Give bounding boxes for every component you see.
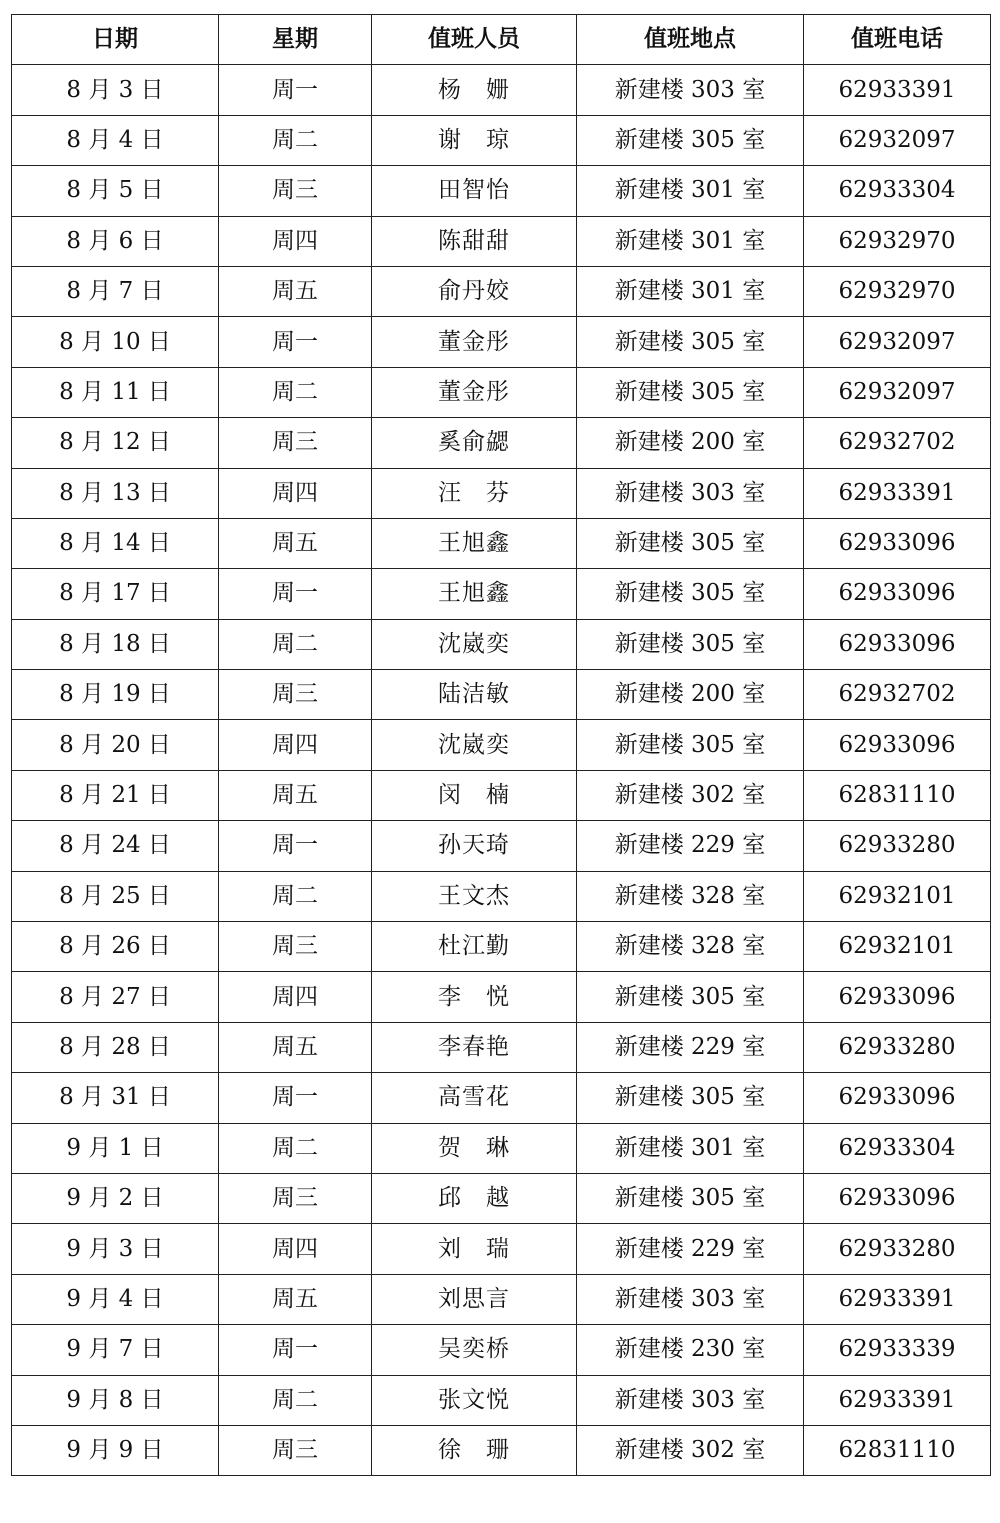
person-cell: 沈崴奕 xyxy=(372,619,577,669)
date-cell: 8 月 10 日 xyxy=(12,317,219,367)
location-cell: 新建楼 229 室 xyxy=(577,821,804,871)
weekday-cell: 周二 xyxy=(219,871,372,921)
date-cell: 8 月 27 日 xyxy=(12,972,219,1022)
weekday-cell: 周四 xyxy=(219,468,372,518)
location-cell: 新建楼 200 室 xyxy=(577,670,804,720)
table-row xyxy=(12,720,991,770)
table-row xyxy=(12,216,991,266)
person-cell: 董金彤 xyxy=(372,367,577,417)
date-cell: 8 月 5 日 xyxy=(12,166,219,216)
table-row xyxy=(12,1274,991,1324)
duty-schedule-table xyxy=(11,14,991,1476)
location-cell: 新建楼 305 室 xyxy=(577,569,804,619)
location-cell: 新建楼 305 室 xyxy=(577,367,804,417)
weekday-cell: 周二 xyxy=(219,1123,372,1173)
table-body xyxy=(12,65,991,1476)
date-cell: 8 月 25 日 xyxy=(12,871,219,921)
person-cell: 杜江勤 xyxy=(372,922,577,972)
person-cell: 奚俞勰 xyxy=(372,418,577,468)
header-date: 日期 xyxy=(12,15,219,65)
weekday-cell: 周四 xyxy=(219,216,372,266)
phone-cell: 62932970 xyxy=(804,266,991,316)
weekday-cell: 周一 xyxy=(219,821,372,871)
phone-cell: 62933391 xyxy=(804,1274,991,1324)
date-cell: 9 月 4 日 xyxy=(12,1274,219,1324)
weekday-cell: 周二 xyxy=(219,115,372,165)
location-cell: 新建楼 301 室 xyxy=(577,1123,804,1173)
location-cell: 新建楼 305 室 xyxy=(577,1073,804,1123)
phone-cell: 62933096 xyxy=(804,720,991,770)
person-cell: 孙天琦 xyxy=(372,821,577,871)
date-cell: 8 月 28 日 xyxy=(12,1022,219,1072)
weekday-cell: 周五 xyxy=(219,1022,372,1072)
weekday-cell: 周五 xyxy=(219,266,372,316)
location-cell: 新建楼 303 室 xyxy=(577,468,804,518)
person-cell: 王旭鑫 xyxy=(372,518,577,568)
location-cell: 新建楼 229 室 xyxy=(577,1022,804,1072)
table-row xyxy=(12,266,991,316)
date-cell: 8 月 13 日 xyxy=(12,468,219,518)
table-row xyxy=(12,1022,991,1072)
person-cell: 张文悦 xyxy=(372,1375,577,1425)
table-row xyxy=(12,418,991,468)
phone-cell: 62933391 xyxy=(804,468,991,518)
location-cell: 新建楼 305 室 xyxy=(577,619,804,669)
phone-cell: 62933391 xyxy=(804,65,991,115)
person-cell: 邱 越 xyxy=(372,1173,577,1223)
location-cell: 新建楼 303 室 xyxy=(577,1375,804,1425)
location-cell: 新建楼 301 室 xyxy=(577,266,804,316)
phone-cell: 62933304 xyxy=(804,166,991,216)
location-cell: 新建楼 301 室 xyxy=(577,216,804,266)
person-cell: 陈甜甜 xyxy=(372,216,577,266)
weekday-cell: 周一 xyxy=(219,1325,372,1375)
date-cell: 8 月 20 日 xyxy=(12,720,219,770)
person-cell: 杨 姗 xyxy=(372,65,577,115)
phone-cell: 62932702 xyxy=(804,418,991,468)
date-cell: 8 月 12 日 xyxy=(12,418,219,468)
location-cell: 新建楼 303 室 xyxy=(577,65,804,115)
person-cell: 高雪花 xyxy=(372,1073,577,1123)
location-cell: 新建楼 303 室 xyxy=(577,1274,804,1324)
phone-cell: 62932101 xyxy=(804,871,991,921)
phone-cell: 62933096 xyxy=(804,972,991,1022)
weekday-cell: 周一 xyxy=(219,1073,372,1123)
table-row xyxy=(12,1425,991,1475)
location-cell: 新建楼 328 室 xyxy=(577,871,804,921)
table-row xyxy=(12,468,991,518)
table-row xyxy=(12,972,991,1022)
date-cell: 8 月 11 日 xyxy=(12,367,219,417)
phone-cell: 62831110 xyxy=(804,1425,991,1475)
date-cell: 9 月 1 日 xyxy=(12,1123,219,1173)
location-cell: 新建楼 302 室 xyxy=(577,1425,804,1475)
phone-cell: 62933339 xyxy=(804,1325,991,1375)
person-cell: 沈崴奕 xyxy=(372,720,577,770)
phone-cell: 62933096 xyxy=(804,1173,991,1223)
phone-cell: 62933096 xyxy=(804,619,991,669)
phone-cell: 62933280 xyxy=(804,1022,991,1072)
location-cell: 新建楼 302 室 xyxy=(577,770,804,820)
date-cell: 8 月 26 日 xyxy=(12,922,219,972)
date-cell: 9 月 7 日 xyxy=(12,1325,219,1375)
weekday-cell: 周四 xyxy=(219,1224,372,1274)
phone-cell: 62933280 xyxy=(804,821,991,871)
table-row xyxy=(12,871,991,921)
weekday-cell: 周二 xyxy=(219,619,372,669)
phone-cell: 62933096 xyxy=(804,518,991,568)
person-cell: 王旭鑫 xyxy=(372,569,577,619)
date-cell: 8 月 31 日 xyxy=(12,1073,219,1123)
date-cell: 9 月 8 日 xyxy=(12,1375,219,1425)
date-cell: 8 月 17 日 xyxy=(12,569,219,619)
phone-cell: 62933280 xyxy=(804,1224,991,1274)
phone-cell: 62932097 xyxy=(804,115,991,165)
table-row xyxy=(12,115,991,165)
phone-cell: 62932097 xyxy=(804,367,991,417)
date-cell: 8 月 6 日 xyxy=(12,216,219,266)
header-person: 值班人员 xyxy=(372,15,577,65)
table-row xyxy=(12,166,991,216)
location-cell: 新建楼 305 室 xyxy=(577,1173,804,1223)
location-cell: 新建楼 305 室 xyxy=(577,115,804,165)
weekday-cell: 周二 xyxy=(219,367,372,417)
weekday-cell: 周五 xyxy=(219,770,372,820)
table-header-row xyxy=(12,15,991,65)
person-cell: 吴奕桥 xyxy=(372,1325,577,1375)
table-row xyxy=(12,367,991,417)
table-row xyxy=(12,65,991,115)
person-cell: 闵 楠 xyxy=(372,770,577,820)
location-cell: 新建楼 305 室 xyxy=(577,518,804,568)
table-row xyxy=(12,317,991,367)
location-cell: 新建楼 305 室 xyxy=(577,720,804,770)
header-phone: 值班电话 xyxy=(804,15,991,65)
table-row xyxy=(12,1123,991,1173)
table-row xyxy=(12,770,991,820)
weekday-cell: 周三 xyxy=(219,418,372,468)
date-cell: 8 月 24 日 xyxy=(12,821,219,871)
person-cell: 俞丹姣 xyxy=(372,266,577,316)
person-cell: 谢 琼 xyxy=(372,115,577,165)
date-cell: 8 月 21 日 xyxy=(12,770,219,820)
date-cell: 8 月 4 日 xyxy=(12,115,219,165)
weekday-cell: 周三 xyxy=(219,922,372,972)
table-row xyxy=(12,518,991,568)
phone-cell: 62932970 xyxy=(804,216,991,266)
location-cell: 新建楼 229 室 xyxy=(577,1224,804,1274)
location-cell: 新建楼 328 室 xyxy=(577,922,804,972)
date-cell: 8 月 14 日 xyxy=(12,518,219,568)
weekday-cell: 周二 xyxy=(219,1375,372,1425)
phone-cell: 62932101 xyxy=(804,922,991,972)
weekday-cell: 周四 xyxy=(219,972,372,1022)
phone-cell: 62933096 xyxy=(804,569,991,619)
table-row xyxy=(12,569,991,619)
person-cell: 刘 瑞 xyxy=(372,1224,577,1274)
phone-cell: 62933304 xyxy=(804,1123,991,1173)
person-cell: 刘思言 xyxy=(372,1274,577,1324)
date-cell: 9 月 3 日 xyxy=(12,1224,219,1274)
phone-cell: 62932097 xyxy=(804,317,991,367)
table-row xyxy=(12,670,991,720)
table-row xyxy=(12,1173,991,1223)
phone-cell: 62933391 xyxy=(804,1375,991,1425)
date-cell: 8 月 3 日 xyxy=(12,65,219,115)
location-cell: 新建楼 301 室 xyxy=(577,166,804,216)
date-cell: 8 月 19 日 xyxy=(12,670,219,720)
location-cell: 新建楼 230 室 xyxy=(577,1325,804,1375)
person-cell: 田智怡 xyxy=(372,166,577,216)
weekday-cell: 周五 xyxy=(219,518,372,568)
date-cell: 8 月 18 日 xyxy=(12,619,219,669)
table-row xyxy=(12,821,991,871)
table-row xyxy=(12,1073,991,1123)
phone-cell: 62831110 xyxy=(804,770,991,820)
date-cell: 8 月 7 日 xyxy=(12,266,219,316)
header-location: 值班地点 xyxy=(577,15,804,65)
person-cell: 汪 芬 xyxy=(372,468,577,518)
weekday-cell: 周三 xyxy=(219,166,372,216)
weekday-cell: 周三 xyxy=(219,1173,372,1223)
person-cell: 李 悦 xyxy=(372,972,577,1022)
table-row xyxy=(12,1325,991,1375)
duty-schedule-page xyxy=(11,14,990,1476)
phone-cell: 62932702 xyxy=(804,670,991,720)
weekday-cell: 周三 xyxy=(219,1425,372,1475)
weekday-cell: 周五 xyxy=(219,1274,372,1324)
location-cell: 新建楼 305 室 xyxy=(577,972,804,1022)
person-cell: 王文杰 xyxy=(372,871,577,921)
header-weekday: 星期 xyxy=(219,15,372,65)
weekday-cell: 周一 xyxy=(219,65,372,115)
person-cell: 贺 琳 xyxy=(372,1123,577,1173)
table-row xyxy=(12,922,991,972)
weekday-cell: 周三 xyxy=(219,670,372,720)
weekday-cell: 周四 xyxy=(219,720,372,770)
person-cell: 董金彤 xyxy=(372,317,577,367)
table-row xyxy=(12,1224,991,1274)
date-cell: 9 月 9 日 xyxy=(12,1425,219,1475)
weekday-cell: 周一 xyxy=(219,569,372,619)
location-cell: 新建楼 200 室 xyxy=(577,418,804,468)
weekday-cell: 周一 xyxy=(219,317,372,367)
phone-cell: 62933096 xyxy=(804,1073,991,1123)
person-cell: 李春艳 xyxy=(372,1022,577,1072)
location-cell: 新建楼 305 室 xyxy=(577,317,804,367)
person-cell: 徐 珊 xyxy=(372,1425,577,1475)
table-row xyxy=(12,619,991,669)
table-row xyxy=(12,1375,991,1425)
person-cell: 陆洁敏 xyxy=(372,670,577,720)
date-cell: 9 月 2 日 xyxy=(12,1173,219,1223)
